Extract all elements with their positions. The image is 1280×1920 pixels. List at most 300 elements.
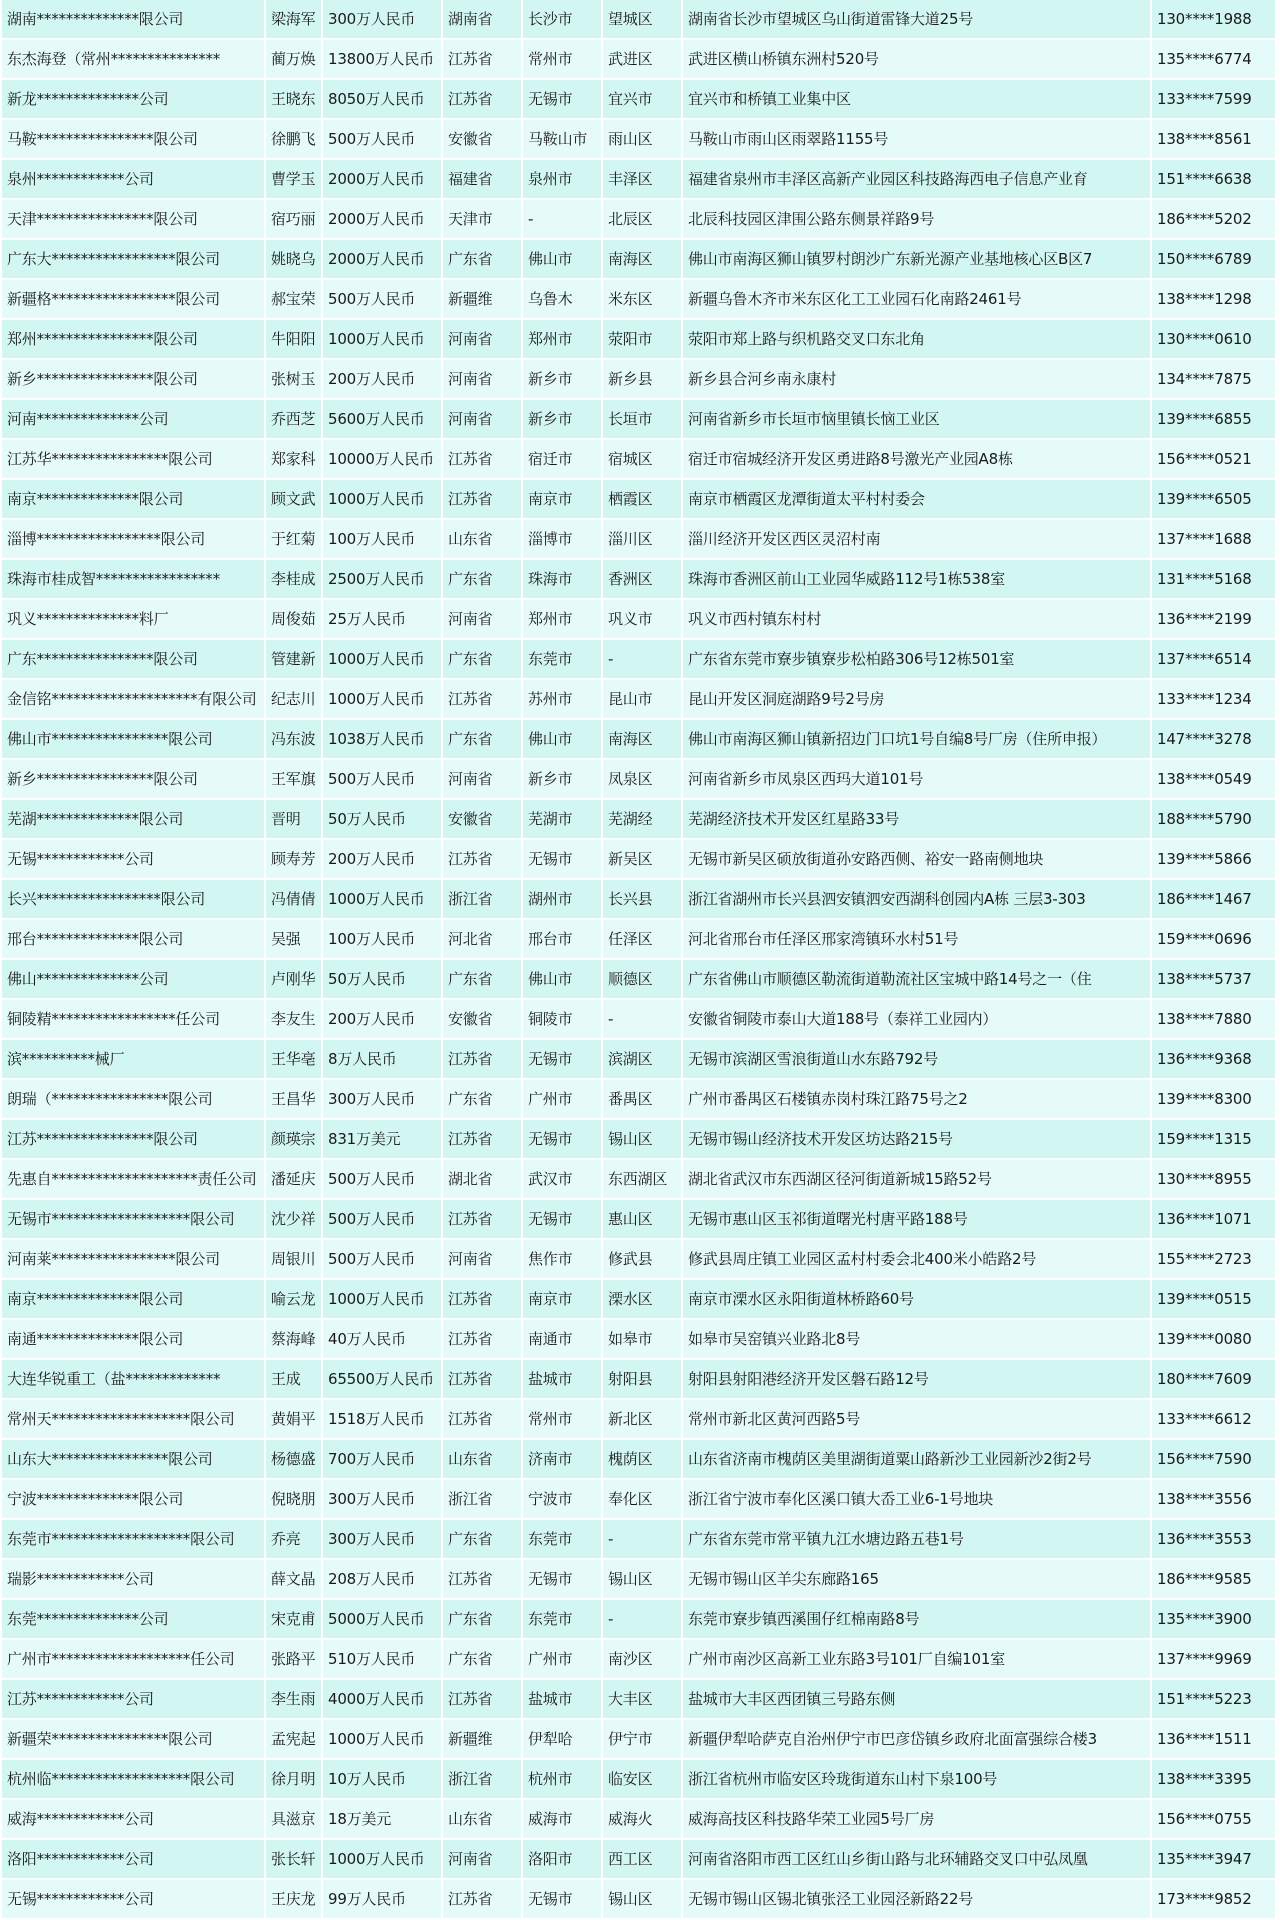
phone-cell: 139****8300 (1151, 1079, 1276, 1119)
legal-rep-cell: 张路平 (265, 1639, 322, 1679)
phone-cell: 137****6514 (1151, 639, 1276, 679)
table-row (2, 1079, 1276, 1119)
table-row (2, 1679, 1276, 1719)
district-cell: 丰泽区 (602, 159, 682, 199)
city-cell: 广州市 (522, 1639, 602, 1679)
district-cell: 淄川区 (602, 519, 682, 559)
address-cell: 广东省东莞市常平镇九江水塘边路五巷1号 (682, 1519, 1151, 1559)
table-row (2, 959, 1276, 999)
table-row (2, 1279, 1276, 1319)
company-name-cell: 长兴*****************限公司 (2, 879, 265, 919)
phone-cell: 138****5737 (1151, 959, 1276, 999)
registered-capital-cell: 200万人民币 (322, 999, 442, 1039)
legal-rep-cell: 蔺万焕 (265, 39, 322, 79)
registered-capital-cell: 13800万人民币 (322, 39, 442, 79)
legal-rep-cell: 王华亳 (265, 1039, 322, 1079)
province-cell: 广东省 (442, 1599, 522, 1639)
phone-cell: 135****3947 (1151, 1839, 1276, 1879)
table-row (2, 119, 1276, 159)
legal-rep-cell: 冯东波 (265, 719, 322, 759)
city-cell: 郑州市 (522, 599, 602, 639)
company-name-cell: 金信铭********************有限公司 (2, 679, 265, 719)
province-cell: 广东省 (442, 1079, 522, 1119)
table-row (2, 1519, 1276, 1559)
company-name-cell: 东莞**************公司 (2, 1599, 265, 1639)
company-name-cell: 南京**************限公司 (2, 1279, 265, 1319)
legal-rep-cell: 徐鹏飞 (265, 119, 322, 159)
address-cell: 浙江省湖州市长兴县泗安镇泗安西湖科创园内A栋 三层3-303 (682, 879, 1151, 919)
company-name-cell: 邢台**************限公司 (2, 919, 265, 959)
address-cell: 宜兴市和桥镇工业集中区 (682, 79, 1151, 119)
province-cell: 江苏省 (442, 1039, 522, 1079)
company-name-cell: 淄博*****************限公司 (2, 519, 265, 559)
legal-rep-cell: 具滋京 (265, 1799, 322, 1839)
registered-capital-cell: 500万人民币 (322, 1199, 442, 1239)
province-cell: 福建省 (442, 159, 522, 199)
phone-cell: 136****2199 (1151, 599, 1276, 639)
city-cell: 无锡市 (522, 1039, 602, 1079)
legal-rep-cell: 卢刚华 (265, 959, 322, 999)
district-cell: 望城区 (602, 0, 682, 39)
city-cell: 新乡市 (522, 759, 602, 799)
company-name-cell: 江苏****************限公司 (2, 1119, 265, 1159)
district-cell: - (602, 999, 682, 1039)
city-cell: 泉州市 (522, 159, 602, 199)
phone-cell: 130****8955 (1151, 1159, 1276, 1199)
phone-cell: 188****5790 (1151, 799, 1276, 839)
province-cell: 山东省 (442, 1439, 522, 1479)
table-row (2, 399, 1276, 439)
address-cell: 河北省邢台市任泽区邢家湾镇环水村51号 (682, 919, 1151, 959)
province-cell: 江苏省 (442, 1279, 522, 1319)
address-cell: 马鞍山市雨山区雨翠路1155号 (682, 119, 1151, 159)
legal-rep-cell: 王昌华 (265, 1079, 322, 1119)
phone-cell: 151****6638 (1151, 159, 1276, 199)
legal-rep-cell: 倪晓朋 (265, 1479, 322, 1519)
address-cell: 盐城市大丰区西团镇三号路东侧 (682, 1679, 1151, 1719)
table-row (2, 319, 1276, 359)
city-cell: 湖州市 (522, 879, 602, 919)
registered-capital-cell: 1000万人民币 (322, 679, 442, 719)
city-cell: 广州市 (522, 1079, 602, 1119)
phone-cell: 133****1234 (1151, 679, 1276, 719)
registered-capital-cell: 18万美元 (322, 1799, 442, 1839)
province-cell: 江苏省 (442, 1359, 522, 1399)
city-cell: 新乡市 (522, 399, 602, 439)
table-row (2, 1759, 1276, 1799)
city-cell: 淄博市 (522, 519, 602, 559)
registered-capital-cell: 1038万人民币 (322, 719, 442, 759)
legal-rep-cell: 于红菊 (265, 519, 322, 559)
company-name-cell: 东杰海登（常州*************** (2, 39, 265, 79)
phone-cell: 186****9585 (1151, 1559, 1276, 1599)
company-name-cell: 洛阳************公司 (2, 1839, 265, 1879)
table-row (2, 1199, 1276, 1239)
legal-rep-cell: 李桂成 (265, 559, 322, 599)
company-name-cell: 瑞影************公司 (2, 1559, 265, 1599)
registered-capital-cell: 500万人民币 (322, 279, 442, 319)
registered-capital-cell: 5600万人民币 (322, 399, 442, 439)
province-cell: 安徽省 (442, 799, 522, 839)
company-name-cell: 巩义**************料厂 (2, 599, 265, 639)
registered-capital-cell: 1000万人民币 (322, 1279, 442, 1319)
registered-capital-cell: 50万人民币 (322, 959, 442, 999)
company-name-cell: 铜陵精*****************任公司 (2, 999, 265, 1039)
district-cell: 溧水区 (602, 1279, 682, 1319)
phone-cell: 150****6789 (1151, 239, 1276, 279)
city-cell: 济南市 (522, 1439, 602, 1479)
phone-cell: 138****7880 (1151, 999, 1276, 1039)
company-name-cell: 天津****************限公司 (2, 199, 265, 239)
table-row (2, 1239, 1276, 1279)
legal-rep-cell: 张树玉 (265, 359, 322, 399)
province-cell: 广东省 (442, 1519, 522, 1559)
province-cell: 广东省 (442, 959, 522, 999)
table-row (2, 159, 1276, 199)
province-cell: 河北省 (442, 919, 522, 959)
legal-rep-cell: 顾文武 (265, 479, 322, 519)
table-row (2, 1119, 1276, 1159)
city-cell: 武汉市 (522, 1159, 602, 1199)
city-cell: 无锡市 (522, 1119, 602, 1159)
company-name-cell: 新疆荣****************限公司 (2, 1719, 265, 1759)
phone-cell: 151****5223 (1151, 1679, 1276, 1719)
table-row (2, 1599, 1276, 1639)
legal-rep-cell: 薛文晶 (265, 1559, 322, 1599)
table-row (2, 199, 1276, 239)
province-cell: 新疆维 (442, 279, 522, 319)
address-cell: 佛山市南海区狮山镇罗村朗沙广东新光源产业基地核心区B区7 (682, 239, 1151, 279)
table-row (2, 79, 1276, 119)
district-cell: 雨山区 (602, 119, 682, 159)
company-name-cell: 佛山市****************限公司 (2, 719, 265, 759)
company-name-cell: 珠海市桂成智***************** (2, 559, 265, 599)
legal-rep-cell: 潘延庆 (265, 1159, 322, 1199)
table-row (2, 839, 1276, 879)
city-cell: 盐城市 (522, 1679, 602, 1719)
table-row (2, 39, 1276, 79)
district-cell: 修武县 (602, 1239, 682, 1279)
city-cell: 南京市 (522, 479, 602, 519)
phone-cell: 138****3395 (1151, 1759, 1276, 1799)
registered-capital-cell: 4000万人民币 (322, 1679, 442, 1719)
legal-rep-cell: 牛阳阳 (265, 319, 322, 359)
table-row (2, 879, 1276, 919)
district-cell: 新吴区 (602, 839, 682, 879)
city-cell: 无锡市 (522, 79, 602, 119)
legal-rep-cell: 姚晓乌 (265, 239, 322, 279)
district-cell: 东西湖区 (602, 1159, 682, 1199)
table-row (2, 239, 1276, 279)
city-cell: 焦作市 (522, 1239, 602, 1279)
phone-cell: 186****5202 (1151, 199, 1276, 239)
province-cell: 江苏省 (442, 1879, 522, 1919)
district-cell: 任泽区 (602, 919, 682, 959)
table-row (2, 1319, 1276, 1359)
legal-rep-cell: 王晓东 (265, 79, 322, 119)
district-cell: 威海火 (602, 1799, 682, 1839)
table-row (2, 279, 1276, 319)
address-cell: 无锡市锡山经济技术开发区坊达路215号 (682, 1119, 1151, 1159)
registered-capital-cell: 510万人民币 (322, 1639, 442, 1679)
table-body (2, 0, 1276, 1919)
address-cell: 宿迁市宿城经济开发区勇进路8号激光产业园A8栋 (682, 439, 1151, 479)
registered-capital-cell: 300万人民币 (322, 1079, 442, 1119)
table-row (2, 479, 1276, 519)
address-cell: 荥阳市郑上路与织机路交叉口东北角 (682, 319, 1151, 359)
address-cell: 新疆乌鲁木齐市米东区化工工业园石化南路2461号 (682, 279, 1151, 319)
address-cell: 湖北省武汉市东西湖区径河街道新城15路52号 (682, 1159, 1151, 1199)
province-cell: 广东省 (442, 1639, 522, 1679)
city-cell: 邢台市 (522, 919, 602, 959)
legal-rep-cell: 顾寿芳 (265, 839, 322, 879)
phone-cell: 136****3553 (1151, 1519, 1276, 1559)
phone-cell: 186****1467 (1151, 879, 1276, 919)
table-row (2, 919, 1276, 959)
city-cell: 宿迁市 (522, 439, 602, 479)
province-cell: 河南省 (442, 759, 522, 799)
registered-capital-cell: 1000万人民币 (322, 319, 442, 359)
legal-rep-cell: 宋克甫 (265, 1599, 322, 1639)
phone-cell: 156****0521 (1151, 439, 1276, 479)
legal-rep-cell: 宿巧丽 (265, 199, 322, 239)
district-cell: 惠山区 (602, 1199, 682, 1239)
district-cell: 宜兴市 (602, 79, 682, 119)
phone-cell: 134****7875 (1151, 359, 1276, 399)
province-cell: 广东省 (442, 239, 522, 279)
registered-capital-cell: 10万人民币 (322, 1759, 442, 1799)
table-row (2, 1359, 1276, 1399)
address-cell: 无锡市锡山区锡北镇张泾工业园泾新路22号 (682, 1879, 1151, 1919)
company-name-cell: 无锡************公司 (2, 1879, 265, 1919)
district-cell: - (602, 1519, 682, 1559)
address-cell: 福建省泉州市丰泽区高新产业园区科技路海西电子信息产业育 (682, 159, 1151, 199)
registered-capital-cell: 500万人民币 (322, 759, 442, 799)
registered-capital-cell: 1000万人民币 (322, 879, 442, 919)
province-cell: 广东省 (442, 719, 522, 759)
company-table (2, 0, 1277, 1920)
company-name-cell: 佛山**************公司 (2, 959, 265, 999)
registered-capital-cell: 500万人民币 (322, 1159, 442, 1199)
phone-cell: 156****0755 (1151, 1799, 1276, 1839)
registered-capital-cell: 2000万人民币 (322, 239, 442, 279)
registered-capital-cell: 8万人民币 (322, 1039, 442, 1079)
company-name-cell: 南京**************限公司 (2, 479, 265, 519)
province-cell: 河南省 (442, 1839, 522, 1879)
city-cell: 佛山市 (522, 719, 602, 759)
address-cell: 浙江省宁波市奉化区溪口镇大岙工业6-1号地块 (682, 1479, 1151, 1519)
city-cell: 盐城市 (522, 1359, 602, 1399)
registered-capital-cell: 1000万人民币 (322, 479, 442, 519)
province-cell: 安徽省 (442, 119, 522, 159)
phone-cell: 130****0610 (1151, 319, 1276, 359)
city-cell: 珠海市 (522, 559, 602, 599)
city-cell: 郑州市 (522, 319, 602, 359)
phone-cell: 138****0549 (1151, 759, 1276, 799)
province-cell: 江苏省 (442, 439, 522, 479)
registered-capital-cell: 1000万人民币 (322, 1839, 442, 1879)
table-row (2, 999, 1276, 1039)
phone-cell: 135****6774 (1151, 39, 1276, 79)
city-cell: 威海市 (522, 1799, 602, 1839)
province-cell: 广东省 (442, 559, 522, 599)
city-cell: 杭州市 (522, 1759, 602, 1799)
legal-rep-cell: 乔西芝 (265, 399, 322, 439)
address-cell: 威海高技区科技路华荣工业园5号厂房 (682, 1799, 1151, 1839)
address-cell: 珠海市香洲区前山工业园华威路112号1栋538室 (682, 559, 1151, 599)
legal-rep-cell: 徐月明 (265, 1759, 322, 1799)
company-name-cell: 东莞市*******************限公司 (2, 1519, 265, 1559)
company-name-cell: 芜湖**************限公司 (2, 799, 265, 839)
registered-capital-cell: 8050万人民币 (322, 79, 442, 119)
table-row (2, 1439, 1276, 1479)
legal-rep-cell: 李生雨 (265, 1679, 322, 1719)
legal-rep-cell: 王庆龙 (265, 1879, 322, 1919)
legal-rep-cell: 杨德盛 (265, 1439, 322, 1479)
province-cell: 浙江省 (442, 1759, 522, 1799)
city-cell: - (522, 199, 602, 239)
phone-cell: 139****0515 (1151, 1279, 1276, 1319)
company-name-cell: 广东****************限公司 (2, 639, 265, 679)
district-cell: 荥阳市 (602, 319, 682, 359)
legal-rep-cell: 冯倩倩 (265, 879, 322, 919)
company-name-cell: 山东大****************限公司 (2, 1439, 265, 1479)
legal-rep-cell: 喻云龙 (265, 1279, 322, 1319)
province-cell: 浙江省 (442, 879, 522, 919)
phone-cell: 138****1298 (1151, 279, 1276, 319)
company-name-cell: 新疆格*****************限公司 (2, 279, 265, 319)
address-cell: 修武县周庄镇工业园区孟村村委会北400米小皓路2号 (682, 1239, 1151, 1279)
phone-cell: 136****9368 (1151, 1039, 1276, 1079)
district-cell: 南海区 (602, 239, 682, 279)
registered-capital-cell: 500万人民币 (322, 1239, 442, 1279)
company-name-cell: 新乡****************限公司 (2, 759, 265, 799)
registered-capital-cell: 2000万人民币 (322, 199, 442, 239)
legal-rep-cell: 蔡海峰 (265, 1319, 322, 1359)
address-cell: 广东省佛山市顺德区勒流街道勒流社区宝城中路14号之一（住 (682, 959, 1151, 999)
registered-capital-cell: 2500万人民币 (322, 559, 442, 599)
city-cell: 佛山市 (522, 239, 602, 279)
province-cell: 江苏省 (442, 1319, 522, 1359)
city-cell: 无锡市 (522, 1559, 602, 1599)
address-cell: 新乡县合河乡南永康村 (682, 359, 1151, 399)
address-cell: 南京市栖霞区龙潭街道太平村村委会 (682, 479, 1151, 519)
table-row (2, 679, 1276, 719)
province-cell: 安徽省 (442, 999, 522, 1039)
city-cell: 乌鲁木 (522, 279, 602, 319)
table-row (2, 599, 1276, 639)
district-cell: 锡山区 (602, 1119, 682, 1159)
phone-cell: 147****3278 (1151, 719, 1276, 759)
address-cell: 昆山开发区洞庭湖路9号2号房 (682, 679, 1151, 719)
company-name-cell: 广州市*******************任公司 (2, 1639, 265, 1679)
city-cell: 常州市 (522, 39, 602, 79)
address-cell: 常州市新北区黄河西路5号 (682, 1399, 1151, 1439)
table-row (2, 1719, 1276, 1759)
table-row (2, 1479, 1276, 1519)
table-row (2, 359, 1276, 399)
province-cell: 新疆维 (442, 1719, 522, 1759)
company-name-cell: 广东大*****************限公司 (2, 239, 265, 279)
address-cell: 广州市番禺区石楼镇赤岗村珠江路75号之2 (682, 1079, 1151, 1119)
legal-rep-cell: 晋明 (265, 799, 322, 839)
address-cell: 山东省济南市槐荫区美里湖街道粟山路新沙工业园新沙2街2号 (682, 1439, 1151, 1479)
address-cell: 河南省新乡市凤泉区西玛大道101号 (682, 759, 1151, 799)
district-cell: 临安区 (602, 1759, 682, 1799)
city-cell: 长沙市 (522, 0, 602, 39)
phone-cell: 155****2723 (1151, 1239, 1276, 1279)
table-row (2, 799, 1276, 839)
registered-capital-cell: 25万人民币 (322, 599, 442, 639)
district-cell: 米东区 (602, 279, 682, 319)
company-name-cell: 先惠自********************责任公司 (2, 1159, 265, 1199)
table-row (2, 1559, 1276, 1599)
legal-rep-cell: 吴强 (265, 919, 322, 959)
district-cell: - (602, 639, 682, 679)
address-cell: 安徽省铜陵市泰山大道188号（泰祥工业园内） (682, 999, 1151, 1039)
table-row (2, 1879, 1276, 1919)
company-name-cell: 滨**********械厂 (2, 1039, 265, 1079)
legal-rep-cell: 梁海军 (265, 0, 322, 39)
district-cell: 锡山区 (602, 1559, 682, 1599)
registered-capital-cell: 10000万人民币 (322, 439, 442, 479)
registered-capital-cell: 2000万人民币 (322, 159, 442, 199)
district-cell: 长垣市 (602, 399, 682, 439)
legal-rep-cell: 郝宝荣 (265, 279, 322, 319)
city-cell: 无锡市 (522, 839, 602, 879)
phone-cell: 138****3556 (1151, 1479, 1276, 1519)
registered-capital-cell: 208万人民币 (322, 1559, 442, 1599)
legal-rep-cell: 纪志川 (265, 679, 322, 719)
registered-capital-cell: 50万人民币 (322, 799, 442, 839)
city-cell: 新乡市 (522, 359, 602, 399)
district-cell: 昆山市 (602, 679, 682, 719)
district-cell: 如皋市 (602, 1319, 682, 1359)
district-cell: 南沙区 (602, 1639, 682, 1679)
address-cell: 芜湖经济技术开发区红星路33号 (682, 799, 1151, 839)
legal-rep-cell: 王军旗 (265, 759, 322, 799)
phone-cell: 139****6855 (1151, 399, 1276, 439)
address-cell: 无锡市新吴区硕放街道孙安路西侧、裕安一路南侧地块 (682, 839, 1151, 879)
district-cell: 槐荫区 (602, 1439, 682, 1479)
city-cell: 南京市 (522, 1279, 602, 1319)
province-cell: 江苏省 (442, 1199, 522, 1239)
address-cell: 广州市南沙区高新工业东路3号101厂自编101室 (682, 1639, 1151, 1679)
legal-rep-cell: 曹学玉 (265, 159, 322, 199)
registered-capital-cell: 200万人民币 (322, 839, 442, 879)
address-cell: 新疆伊犁哈萨克自治州伊宁市巴彦岱镇乡政府北面富强综合楼3 (682, 1719, 1151, 1759)
district-cell: 奉化区 (602, 1479, 682, 1519)
company-name-cell: 泉州************公司 (2, 159, 265, 199)
table-row (2, 519, 1276, 559)
company-name-cell: 南通**************限公司 (2, 1319, 265, 1359)
phone-cell: 156****7590 (1151, 1439, 1276, 1479)
city-cell: 常州市 (522, 1399, 602, 1439)
phone-cell: 137****9969 (1151, 1639, 1276, 1679)
legal-rep-cell: 周俊茹 (265, 599, 322, 639)
city-cell: 东莞市 (522, 639, 602, 679)
province-cell: 湖南省 (442, 0, 522, 39)
city-cell: 洛阳市 (522, 1839, 602, 1879)
province-cell: 广东省 (442, 639, 522, 679)
registered-capital-cell: 700万人民币 (322, 1439, 442, 1479)
province-cell: 江苏省 (442, 1559, 522, 1599)
district-cell: 凤泉区 (602, 759, 682, 799)
address-cell: 武进区横山桥镇东洲村520号 (682, 39, 1151, 79)
phone-cell: 131****5168 (1151, 559, 1276, 599)
registered-capital-cell: 100万人民币 (322, 519, 442, 559)
company-name-cell: 马鞍****************限公司 (2, 119, 265, 159)
